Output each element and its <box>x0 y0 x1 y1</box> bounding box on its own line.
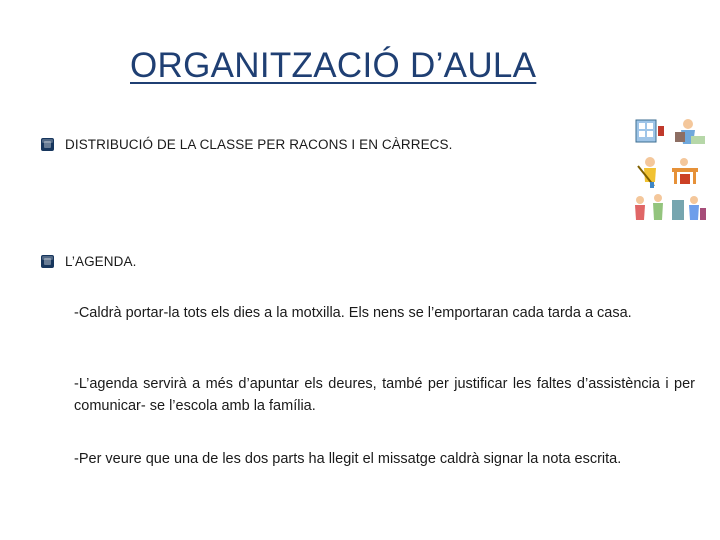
bullet-text: DISTRIBUCIÓ DE LA CLASSE PER RACONS I EN CÀRRECS. <box>65 137 453 152</box>
agenda-paragraph: -L’agenda servirà a més d’apuntar els deures, també per justificar les faltes d’assistència i per comunicar- se l’escola amb la família. <box>74 375 695 414</box>
bullet-item-agenda <box>40 254 136 269</box>
bullet-text: L’AGENDA. <box>65 254 137 269</box>
slide-title: ORGANITZACIÓ D’AULA <box>130 46 537 85</box>
bullet-item-racons <box>40 137 453 152</box>
checkbox-bullet-icon <box>40 137 55 152</box>
checkbox-bullet-icon <box>40 254 55 269</box>
agenda-paragraph: -Per veure que una de les dos parts ha llegit el missatge caldrà signar la nota escrita. <box>74 450 622 467</box>
classroom-chores-illustration <box>628 116 708 228</box>
agenda-paragraph: -Caldrà portar-la tots els dies a la motxilla. Els nens se l’emportaran cada tarda a casa. <box>74 304 632 321</box>
